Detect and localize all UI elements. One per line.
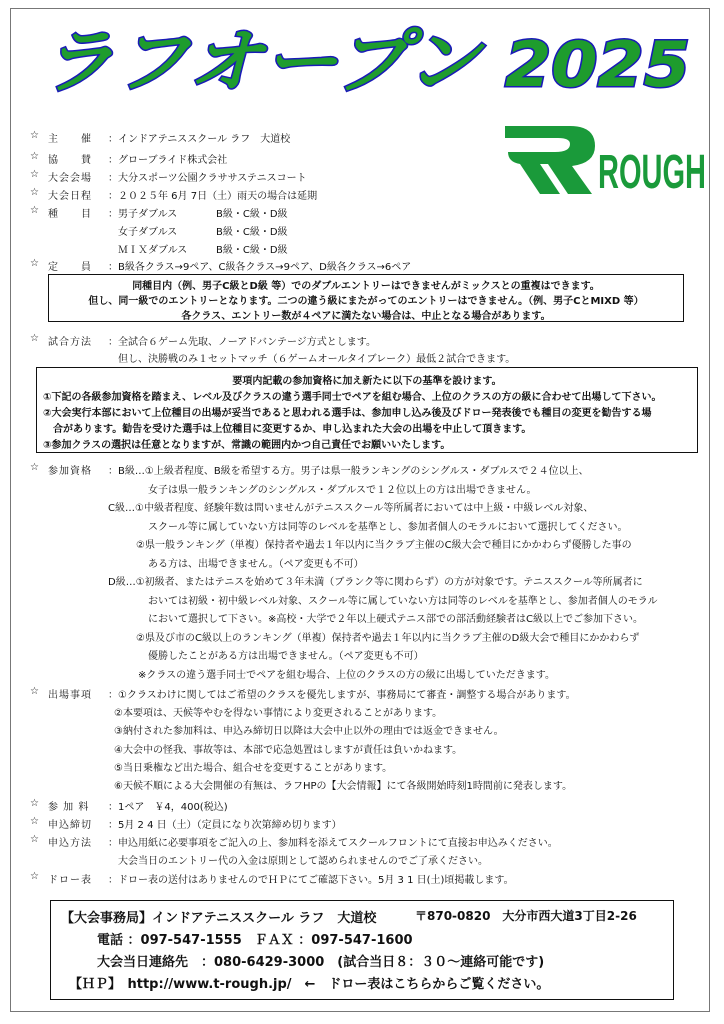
rule-line: ⑥天候不順による大会開催の有無は、ラフHPの【大会情報】にて各級開始時刻1時間前に発表します。 bbox=[114, 781, 573, 792]
date-label: 大会日程 bbox=[48, 191, 92, 202]
rule-line: ③納付された参加料は、申込み締切日以降は大会中止以外の理由では返金できません。 bbox=[114, 726, 504, 738]
rough-logo bbox=[500, 118, 710, 198]
notice1-line: 但し、同一級でのエントリーとなります。二つの違う級にまたがってのエントリーはできません。（例、男子CとMIXD 等） bbox=[88, 296, 644, 307]
deadline-value: ：5月 2 4 日（土）（定員になり次第締め切ります） bbox=[108, 820, 342, 831]
contact-box bbox=[50, 900, 674, 1000]
eligibility-line: おいては初級・初中級レベル対象、スクール等に属していない方は同等のレベルを基準とし、参加者個人のモラル bbox=[148, 595, 658, 607]
star-marker: ☆ bbox=[30, 258, 39, 269]
eligibility-line: において選択して下さい。※高校・大学で２年以上硬式テニス部での部活動経験者はC級以上でご参加下さい。 bbox=[148, 614, 643, 625]
rough-logo-text: ROUGH bbox=[598, 146, 706, 198]
title-banner bbox=[0, 0, 724, 110]
draw-label: ドロー表 bbox=[48, 875, 92, 886]
title-year: 2025 bbox=[505, 28, 690, 101]
eligibility-line: 優勝したことがある方は出場できません。（ペア変更も不可） bbox=[148, 651, 424, 662]
notice-box-2 bbox=[36, 367, 698, 453]
star-marker: ☆ bbox=[30, 798, 39, 809]
apply-label: 申込方法 bbox=[48, 838, 92, 849]
sponsor-label: 協 賛 bbox=[48, 155, 92, 166]
rules-label: 出場事項 bbox=[48, 690, 92, 701]
eligibility-line: D級…①初級者、またはテニスを始めて３年未満（ブランク等に関わらず）の方が対象です。テニススクール等所属者に bbox=[108, 577, 643, 588]
apply-line: ：申込用紙に必要事項をご記入の上、参加料を添えてスクールフロントにて直接お申込みください。 bbox=[108, 838, 558, 849]
capacity-label: 定 員 bbox=[48, 262, 92, 273]
organizer-value: ：インドアテニススクール ラフ 大道校 bbox=[108, 134, 291, 145]
sponsor-value: ：グローブライド株式会社 bbox=[108, 155, 228, 166]
star-marker: ☆ bbox=[30, 333, 39, 344]
eligibility-line: C級…①中級者程度、経験年数は問いませんがテニススクール等所属者においては中上級・中級レベル対象、 bbox=[108, 503, 594, 514]
rule-line: ②本要項は、天候等やむを得ない事情により変更されることがあります。 bbox=[114, 708, 443, 720]
notice2-line: 合があります。勧告を受けた選手は上位種目に変更するか、申し込まれた大会の出場を中止して頂きます。 bbox=[43, 424, 532, 435]
contact-hp-link[interactable]: 【ＨＰ】 http://www.t-rough.jp/ ← ドロー表はこちらからご覧ください。 bbox=[69, 977, 550, 992]
star-marker: ☆ bbox=[30, 816, 39, 827]
event-name: 女子ダブルス bbox=[118, 227, 178, 238]
contact-office: 【大会事務局】インドアテニススクール ラフ 大道校 bbox=[61, 911, 377, 926]
eligibility-line: ※クラスの違う選手同士でペアを組む場合、上位のクラスの方の級に出場していただきます。 bbox=[138, 669, 555, 681]
notice1-line: 同種目内（例、男子C級とD級 等）でのダブルエントリーはできませんがミックスとの重複はできます。 bbox=[132, 281, 600, 292]
draw-value: ：ドロー表の送付はありませんのでＨＰにてご確認下さい。5月 3 1 日(土)頃掲載します。 bbox=[108, 875, 514, 886]
deadline-label: 申込締切 bbox=[48, 820, 92, 831]
rule-line: ⑤当日乗権など出た場合、組合せを変更することがあります。 bbox=[114, 762, 393, 774]
notice2-line: ③参加クラスの選択は任意となりますが、常識の範囲内かつ自己責任でお願いいたします。 bbox=[43, 440, 451, 451]
star-marker: ☆ bbox=[30, 187, 39, 198]
event-grades: B級・C級・D級 bbox=[216, 227, 288, 238]
star-marker: ☆ bbox=[30, 130, 39, 141]
rough-logo-mark bbox=[505, 126, 595, 194]
star-marker: ☆ bbox=[30, 686, 39, 697]
star-marker: ☆ bbox=[30, 871, 39, 882]
eligibility-line: スクール等に属していない方は同等のレベルを基準とし、参加者個人のモラルにおいて選択してください。 bbox=[148, 521, 628, 533]
star-marker: ☆ bbox=[30, 834, 39, 845]
eligibility-line: ②県及び市のC級以上のランキング（単複）保持者や過去１年以内に当クラブ主催のD級大会で種目にかかわらず bbox=[136, 632, 640, 644]
date-value: ：２０２５年 6月 7日（土）雨天の場合は延期 bbox=[108, 191, 318, 202]
venue-label: 大会会場 bbox=[48, 173, 92, 184]
format-line: 但し、決勝戦のみ１セットマッチ（６ゲームオールタイブレーク）最低２試合できます。 bbox=[118, 354, 516, 365]
notice2-line: ②大会実行本部において上位種目の出場が妥当であると思われる選手は、参加申し込み後及びドロー発表後でも種目の変更を勧告する場 bbox=[43, 408, 652, 419]
eligibility-line: 女子は県一般ランキングのシングルス・ダブルスで１２位以上の方は出場できません。 bbox=[148, 484, 537, 496]
notice2-line: ①下記の各級参加資格を踏まえ、レベル及びクラスの違う選手同士でペアを組む場合、上位のクラスの方の級に合わせて出場して下さい。 bbox=[43, 392, 662, 403]
fee-label: 参 加 料 bbox=[48, 802, 90, 813]
contact-day-phone: 大会当日連絡先 ：080-6429-3000 (試合当日８：３０～連絡可能です) bbox=[97, 955, 545, 970]
eligibility-label: 参加資格 bbox=[48, 466, 92, 477]
eligibility-line: ：B級…①上級者程度、B級を希望する方。男子は県一般ランキングのシングルス・ダブルスで２４位以上、 bbox=[108, 466, 589, 477]
rule-line: ：①クラスわけに関してはご希望のクラスを優先しますが、事務局にて審査・調整する場合があります。 bbox=[108, 690, 576, 701]
eligibility-line: ある方は、出場できません。（ペア変更も不可） bbox=[148, 558, 364, 570]
title-main: ラフオープン bbox=[40, 21, 486, 103]
star-marker: ☆ bbox=[30, 169, 39, 180]
event-name: ＭＩＸダブルス bbox=[118, 245, 188, 256]
apply-line: 大会当日のエントリー代の入金は原則として認められませんのでご了承ください。 bbox=[118, 856, 488, 867]
contact-address: 〒870-0820 大分市西大道3丁目2-26 bbox=[415, 909, 637, 923]
notice2-heading: 要項内記載の参加資格に加え新たに以下の基準を設けます。 bbox=[232, 376, 502, 387]
events-label: 種 目 bbox=[48, 209, 92, 220]
organizer-label: 主 催 bbox=[48, 134, 92, 145]
event-grades: B級・C級・D級 bbox=[216, 209, 288, 220]
rule-line: ④大会中の怪我、事故等は、本部で応急処置はしますが責任は負いかねます。 bbox=[114, 744, 463, 756]
format-line: ：全試合６ゲーム先取、ノーアドバンテージ方式とします。 bbox=[108, 337, 376, 348]
contact-phone: 電話 ：097-547-1555 ＦＡＸ ：097-547-1600 bbox=[97, 933, 413, 948]
event-grades: B級・C級・D級 bbox=[216, 245, 288, 256]
notice-box-1 bbox=[48, 274, 684, 322]
star-marker: ☆ bbox=[30, 462, 39, 473]
format-label: 試合方法 bbox=[48, 337, 92, 348]
eligibility-line: ②県一般ランキング（単複）保持者や過去１年以内に当クラブ主催のC級大会で種目にかかわらず優勝した事の bbox=[136, 540, 632, 551]
venue-value: ：大分スポーツ公園クラササステニスコート bbox=[108, 173, 307, 184]
star-marker: ☆ bbox=[30, 205, 39, 216]
notice1-line: 各クラス、エントリー数が４ペアに満たない場合は、中止となる場合があります。 bbox=[181, 311, 551, 322]
fee-value: ：1ペア ￥4，400(税込) bbox=[108, 802, 228, 813]
event-name: ：男子ダブルス bbox=[108, 209, 178, 220]
star-marker: ☆ bbox=[30, 151, 39, 162]
capacity-value: ：B級各クラス→9ペア、C級各クラス→9ペア、D級各クラス→6ペア bbox=[108, 262, 412, 273]
